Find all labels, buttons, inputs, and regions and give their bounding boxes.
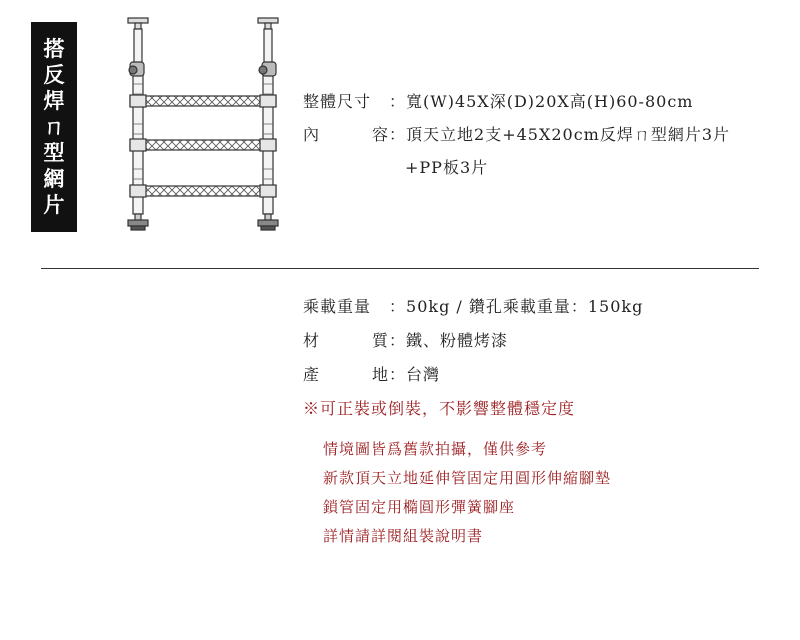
spec-row-content-continued (303, 150, 793, 183)
spec-row-material (303, 322, 793, 356)
title-char: 搭 (43, 37, 65, 61)
title-char: 型 (43, 141, 65, 165)
spec-value: 鐵、粉體烤漆 (406, 330, 509, 350)
spec-colon: ： (389, 125, 407, 144)
spec-key: 乘載重量 (303, 296, 372, 316)
foot-left (128, 214, 148, 230)
product-title-label (31, 22, 77, 232)
top-cap-right (258, 18, 278, 29)
shelf-3 (130, 185, 276, 197)
spec-value: +PP板3片 (405, 158, 489, 177)
notes-list (323, 434, 783, 550)
spec-key: 產 地 (303, 364, 389, 384)
spec-row-origin (303, 356, 793, 390)
note-item: 詳情請詳閱組裝說明書 (323, 527, 484, 545)
note-item: 情境圖皆爲舊款拍攝，僅供參考 (323, 440, 548, 458)
shelf-illustration (124, 14, 284, 244)
spec-key: 內 容 (303, 125, 389, 144)
spec-key: 材 質 (303, 330, 389, 350)
spec-colon: ： (389, 92, 407, 111)
spec-colon: ： (389, 296, 407, 316)
section-divider (41, 268, 759, 269)
spec-value: 頂天立地2支+45X20cm反焊ㄇ型網片3片 (406, 125, 731, 144)
spec-row-load (303, 288, 793, 322)
spec-value: 寬(W)45X深(D)20X高(H)60-80cm (406, 92, 694, 111)
spec-row-content (303, 117, 793, 150)
adjust-knob-left (129, 62, 144, 76)
spec-colon: ： (389, 330, 407, 350)
spec-list-bottom (303, 288, 793, 424)
title-char: 反 (43, 63, 65, 87)
foot-right (258, 214, 278, 230)
note-item: 鎖管固定用橢圓形彈簧腳座 (323, 498, 516, 516)
spec-value: 50kg / 鑽孔乘載重量：150kg (406, 296, 644, 316)
spec-row-size (303, 84, 793, 117)
spec-colon: ： (389, 364, 407, 384)
install-warning: ※可正裝或倒裝，不影響整體穩定度 (303, 398, 576, 418)
adjust-knob-right (259, 62, 276, 76)
title-char: 片 (43, 193, 65, 217)
spec-key: 整體尺寸 (303, 92, 372, 111)
shelf-2 (130, 139, 276, 151)
spec-value: 台灣 (406, 364, 441, 384)
title-char: 網 (43, 167, 65, 191)
title-char: 焊 (43, 89, 65, 113)
spec-list-top (303, 84, 793, 183)
shelf-1 (130, 95, 276, 107)
note-item: 新款頂天立地延伸管固定用圓形伸縮腳墊 (323, 469, 612, 487)
title-char: ㄇ (43, 115, 65, 139)
top-cap-left (128, 18, 148, 29)
